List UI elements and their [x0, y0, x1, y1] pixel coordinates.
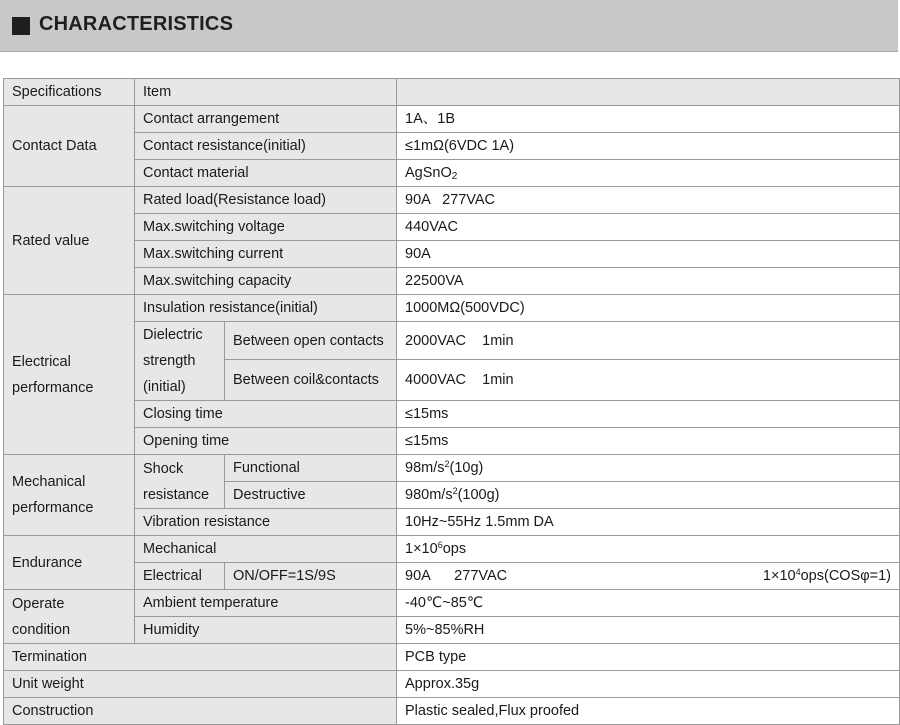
subgroup-label-line: (initial) [143, 379, 186, 395]
group-operate-condition [4, 590, 135, 644]
item-value [397, 160, 900, 187]
value-base: AgSnO [405, 165, 452, 181]
value-life [763, 563, 891, 589]
table-row [4, 644, 900, 671]
group-endurance: Endurance [4, 536, 135, 590]
value-suffix: ops [442, 541, 467, 557]
table-row [4, 698, 900, 725]
item-value: 22500VA [397, 268, 900, 295]
value-suffix: ops(COSφ=1) [800, 568, 892, 584]
subgroup-label-line: Shock [143, 460, 184, 477]
value-suffix: (10g) [449, 460, 484, 476]
table-row [4, 509, 900, 536]
page-title: CHARACTERISTICS [39, 13, 234, 35]
col-header-specifications: Specifications [4, 79, 135, 106]
item-label: Humidity [135, 617, 397, 644]
item-label: Insulation resistance(initial) [135, 295, 397, 322]
group-mechanical-performance [4, 455, 135, 536]
item-value: 90A [397, 241, 900, 268]
item-label: Contact resistance(initial) [135, 133, 397, 160]
value-base: 98m/s [405, 460, 445, 476]
value-base: 1×10 [405, 541, 438, 557]
subgroup-label-line: strength [143, 353, 196, 369]
table-row [4, 187, 900, 214]
item-label: Between open contacts [225, 322, 397, 360]
group-label-line: performance [12, 500, 94, 516]
item-label: Contact arrangement [135, 106, 397, 133]
value-superscript: 2 [444, 459, 450, 469]
table-row [4, 241, 900, 268]
subgroup-label-line: Dielectric [143, 327, 203, 343]
value-suffix: (100g) [457, 487, 500, 503]
item-label: Closing time [135, 401, 397, 428]
table-row [4, 268, 900, 295]
table-row [4, 671, 900, 698]
item-value [397, 455, 900, 482]
item-label: Vibration resistance [135, 509, 397, 536]
subgroup-dielectric-strength [135, 322, 225, 401]
item-value: 440VAC [397, 214, 900, 241]
value-base: 1×10 [762, 568, 796, 584]
item-label: Mechanical [135, 536, 397, 563]
group-label-line: Electrical [12, 353, 71, 370]
table-row [4, 214, 900, 241]
group-label-line: Mechanical [12, 474, 86, 490]
value-superscript: 6 [437, 540, 443, 550]
value-load: 90A 277VAC [405, 568, 508, 584]
item-value: 1A、1B [397, 106, 900, 133]
item-value: 1000MΩ(500VDC) [397, 295, 900, 322]
group-label-line: Operate [12, 595, 65, 612]
col-header-value [397, 79, 900, 106]
value-superscript: 4 [795, 567, 801, 577]
item-label: Opening time [135, 428, 397, 455]
table-row [4, 536, 900, 563]
item-value: 5%~85%RH [397, 617, 900, 644]
item-value: ≤15ms [397, 401, 900, 428]
group-label-line: performance [12, 379, 94, 396]
table-row [4, 133, 900, 160]
subgroup-shock-resistance [135, 455, 225, 509]
item-value: 4000VAC 1min [397, 360, 900, 401]
header-square-icon [12, 17, 30, 35]
item-label: Max.switching capacity [135, 268, 397, 295]
item-value: 10Hz~55Hz 1.5mm DA [397, 509, 900, 536]
item-label: Construction [4, 698, 397, 725]
value-superscript: 2 [452, 486, 458, 496]
table-row [4, 617, 900, 644]
item-value: 90A 277VAC [397, 187, 900, 214]
item-value: ≤15ms [397, 428, 900, 455]
table-row [4, 322, 900, 360]
table-row [4, 563, 900, 590]
item-condition: ON/OFF=1S/9S [225, 563, 397, 590]
table-row [4, 401, 900, 428]
table-row [4, 455, 900, 482]
item-label: Between coil&contacts [225, 360, 397, 401]
group-contact-data: Contact Data [4, 106, 135, 187]
value-base: 980m/s [405, 487, 453, 503]
item-value: 2000VAC 1min [397, 322, 900, 360]
table-header-row [4, 79, 900, 106]
table-row [4, 160, 900, 187]
characteristics-table [3, 78, 900, 725]
item-label: Destructive [225, 482, 397, 509]
item-value [397, 482, 900, 509]
table-row [4, 106, 900, 133]
item-value: ≤1mΩ(6VDC 1A) [397, 133, 900, 160]
item-label: Electrical [135, 563, 225, 590]
item-value [397, 536, 900, 563]
item-value: Plastic sealed,Flux proofed [397, 698, 900, 725]
item-label: Termination [4, 644, 397, 671]
table-row [4, 590, 900, 617]
item-label: Functional [225, 455, 397, 482]
item-value [397, 563, 900, 590]
item-label: Contact material [135, 160, 397, 187]
item-label: Rated load(Resistance load) [135, 187, 397, 214]
value-subscript: 2 [451, 171, 458, 182]
item-value: PCB type [397, 644, 900, 671]
section-header [0, 0, 898, 52]
table-row [4, 428, 900, 455]
item-value: -40℃~85℃ [397, 590, 900, 617]
item-value: Approx.35g [397, 671, 900, 698]
subgroup-label-line: resistance [143, 486, 210, 503]
table-row [4, 295, 900, 322]
item-label: Max.switching current [135, 241, 397, 268]
item-label: Ambient temperature [135, 590, 397, 617]
item-label: Unit weight [4, 671, 397, 698]
item-label: Max.switching voltage [135, 214, 397, 241]
group-label-line: condition [12, 621, 71, 638]
group-electrical-performance [4, 295, 135, 455]
col-header-item: Item [135, 79, 397, 106]
group-rated-value: Rated value [4, 187, 135, 295]
